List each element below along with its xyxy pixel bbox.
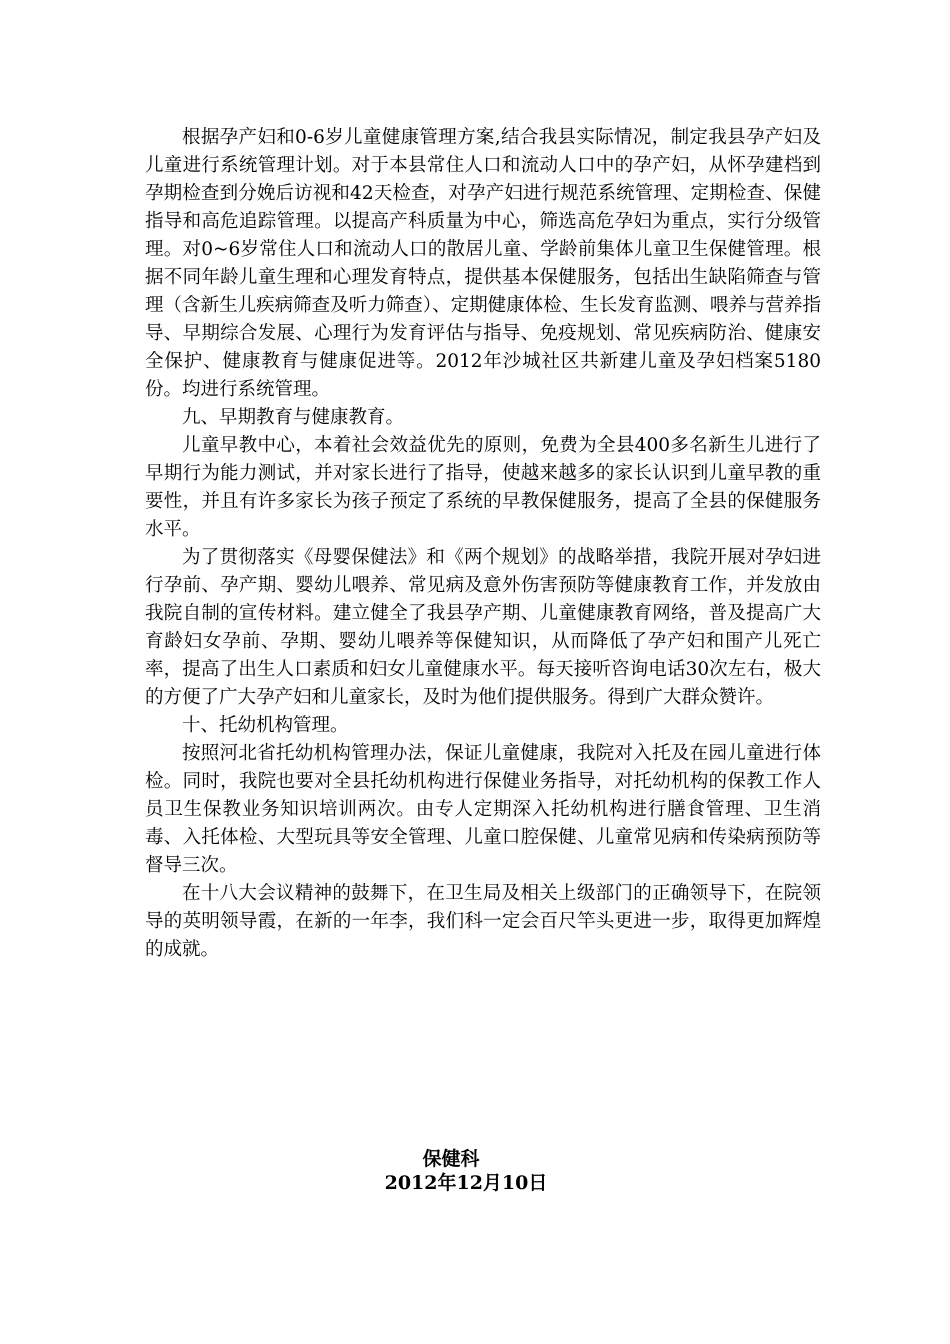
paragraph-nursery-management: 按照河北省托幼机构管理办法，保证儿童健康，我院对入托及在园儿童进行体检。同时，我院也要对全县托幼机构进行保健业务指导，对托幼机构的保教工作人员卫生保教业务知识培训两次。由专人定期深入托幼机构进行膳食管理、卫生消毒、入托体检、大型玩具等安全管理、儿童口腔保健、儿童常见病和传染病预防等督导三次。 [145, 743, 821, 876]
paragraph-health-education: 为了贯彻落实《母婴保健法》和《两个规划》的战略举措，我院开展对孕妇进行孕前、孕产期、婴幼儿喂养、常见病及意外伤害预防等健康教育工作，并发放由我院自制的宣传材料。建立健全了我县孕产期、儿童健康教育网络，普及提高广大育龄妇女孕前、孕期、婴幼儿喂养等保健知识，从而降低了孕产妇和围产儿死亡率，提高了出生人口素质和妇女儿童健康水平。每天接听咨询电话30次左右，极大的方便了广大孕产妇和儿童家长，及时为他们提供服务。得到广大群众赞许。 [145, 547, 821, 708]
paragraph-closing: 在十八大会议精神的鼓舞下，在卫生局及相关上级部门的正确领导下，在院领导的英明领导霞，在新的一年李，我们科一定会百尺竿头更进一步，取得更加辉煌的成就。 [145, 883, 821, 960]
section-heading-nursery-management: 十、托幼机构管理。 [182, 715, 349, 736]
paragraph-management-plan: 根据孕产妇和0-6岁儿童健康管理方案,结合我县实际情况，制定我县孕产妇及儿童进行系统管理计划。对于本县常住人口和流动人口中的孕产妇，从怀孕建档到孕期检查到分娩后访视和42天检查，对孕产妇进行规范系统管理、定期检查、保健指导和高危追踪管理。以提高产科质量为中心，筛选高危孕妇为重点，实行分级管理。对0~6岁常住人口和流动人口的散居儿童、学龄前集体儿童卫生保健管理。根据不同年龄儿童生理和心理发育特点，提供基本保健服务，包括出生缺陷筛查与管理（含新生儿疾病筛查及听力筛查）、定期健康体检、生长发育监测、喂养与营养指导、早期综合发展、心理行为发育评估与指导、免疫规划、常见疾病防治、健康安全保护、健康教育与健康促进等。2012年沙城社区共新建儿童及孕妇档案5180份。均进行系统管理。 [145, 127, 821, 400]
paragraph-early-education-center: 儿童早教中心，本着社会效益优先的原则，免费为全县400多名新生儿进行了早期行为能力测试，并对家长进行了指导，使越来越多的家长认识到儿童早教的重要性，并且有许多家长为孩子预定了系统的早教保健服务，提高了全县的保健服务水平。 [145, 435, 821, 540]
signature-department: 保健科 [422, 1148, 480, 1170]
document-body [145, 124, 821, 964]
signature-date: 2012年12月10日 [384, 1172, 548, 1194]
section-heading-early-education: 九、早期教育与健康教育。 [182, 407, 405, 428]
